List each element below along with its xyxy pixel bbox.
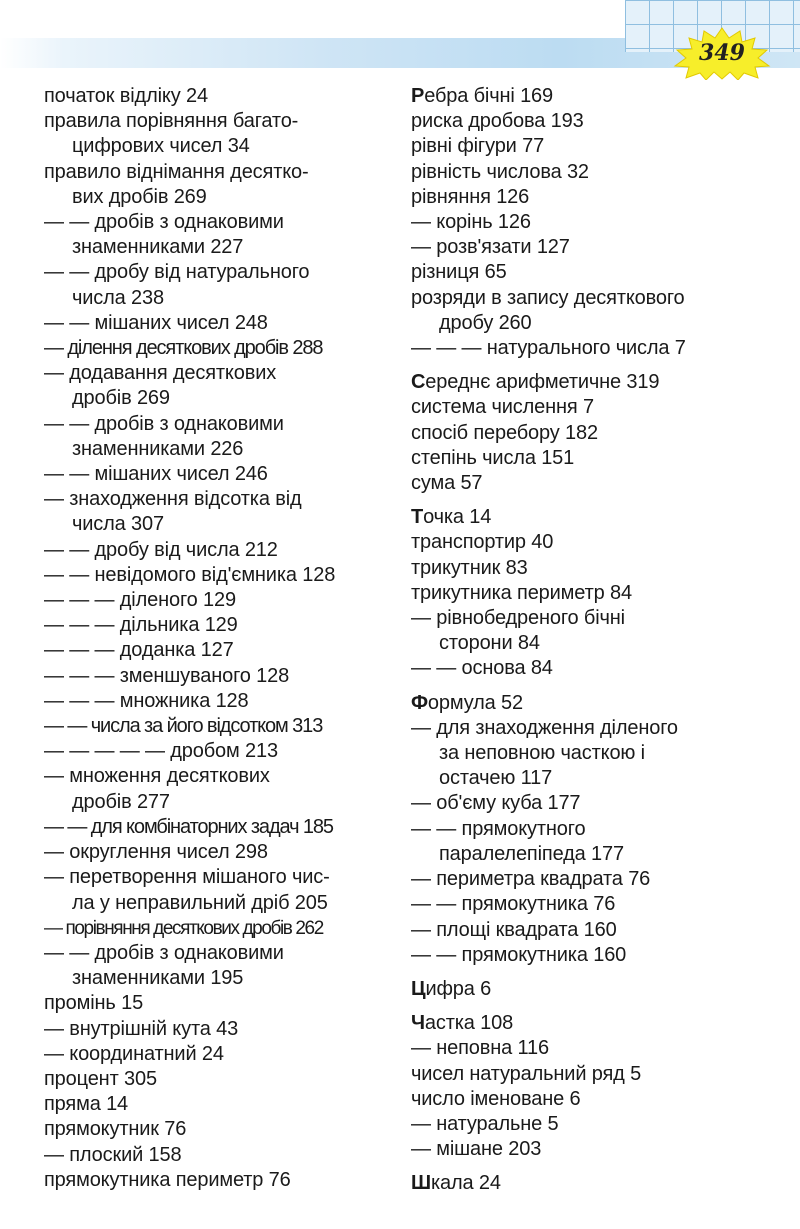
page-number: 349: [699, 40, 745, 66]
index-entry: [411, 505, 791, 530]
index-entry: [44, 638, 394, 663]
index-entry-text: спосіб перебору 182: [411, 421, 598, 444]
index-entry: [411, 691, 791, 716]
index-entry: [44, 941, 394, 966]
index-entry-text: — — дробів з однаковими: [44, 412, 284, 435]
index-entry: [44, 185, 394, 210]
index-entry: [411, 1171, 791, 1196]
section-letter: Ш: [411, 1172, 431, 1195]
index-entry: [411, 631, 791, 656]
section-letter: Т: [411, 506, 424, 529]
index-entry-text: — — — доданка 127: [44, 639, 234, 662]
index-entry-text: система числення 7: [411, 396, 594, 419]
index-entry: [411, 395, 791, 420]
index-entry-text: ла у неправильний дріб 205: [72, 891, 328, 914]
index-entry-text: — — числа за його відсотком 313: [44, 715, 323, 738]
section-letter: С: [411, 371, 426, 394]
index-entry-text: — — дробів з однаковими: [44, 941, 284, 964]
index-entry: [44, 664, 394, 689]
index-entry: [411, 471, 791, 496]
index-entry: [44, 1042, 394, 1067]
index-entry-text: — розв'язати 127: [411, 236, 570, 259]
index-entry: [44, 916, 394, 941]
index-entry: [44, 1067, 394, 1092]
index-entry: [411, 311, 791, 336]
index-entry-text: трикутник 83: [411, 556, 528, 579]
index-entry: [411, 336, 791, 361]
index-entry: [44, 714, 394, 739]
index-entry: [44, 991, 394, 1016]
index-entry-text: — додавання десяткових: [44, 362, 277, 385]
index-entry: [411, 556, 791, 581]
index-entry: [44, 538, 394, 563]
index-entry-text: — — — натурального числа 7: [411, 337, 686, 360]
index-entry-text: — порівняння десяткових дробів 262: [44, 917, 323, 939]
index-entry: [411, 210, 791, 235]
section-letter: Ц: [411, 977, 426, 1000]
index-entry-text: транспортир 40: [411, 531, 554, 554]
index-entry-text: початок відліку 24: [44, 85, 208, 107]
index-entry-text: — — прямокутника 160: [411, 943, 627, 966]
index-entry-text: знаменниками 195: [72, 967, 244, 990]
index-entry: [411, 1137, 791, 1162]
index-entry-text: дробів 269: [72, 387, 170, 410]
index-entry: [44, 790, 394, 815]
index-entry-text: ебра бічні 169: [424, 85, 553, 107]
index-entry: [44, 891, 394, 916]
index-entry-text: — — прямокутника 76: [411, 893, 616, 916]
index-entry: [411, 842, 791, 867]
index-entry: [411, 421, 791, 446]
index-entry-text: прямокутника периметр 76: [44, 1168, 291, 1191]
index-entry-text: остачею 117: [439, 767, 553, 790]
index-entry: [411, 656, 791, 681]
index-entry: [44, 1117, 394, 1142]
index-entry: [44, 361, 394, 386]
index-entry-text: — — — — — дробом 213: [44, 740, 278, 763]
section-gap: [411, 1002, 791, 1011]
index-entry: [44, 739, 394, 764]
index-entry-text: знаменниками 227: [72, 236, 244, 259]
index-entry-text: — — — зменшуваного 128: [44, 664, 290, 687]
index-entry: [44, 84, 394, 109]
index-entry-text: — периметра квадрата 76: [411, 868, 651, 891]
index-entry-text: чисел натуральний ряд 5: [411, 1062, 642, 1085]
index-entry: [411, 817, 791, 842]
index-entry-text: ормула 52: [427, 691, 523, 714]
index-entry-text: вих дробів 269: [72, 185, 207, 208]
index-entry: [411, 260, 791, 285]
index-entry: [411, 716, 791, 741]
index-entry-text: — мішане 203: [411, 1138, 542, 1161]
index-entry: [411, 109, 791, 134]
index-entry: [411, 581, 791, 606]
index-entry: [44, 311, 394, 336]
page-number-badge: [672, 26, 772, 80]
index-entry: [411, 1112, 791, 1137]
index-entry-text: — плоский 158: [44, 1143, 182, 1166]
index-entry: [44, 1017, 394, 1042]
index-entry-text: кала 24: [430, 1172, 501, 1195]
index-entry: [44, 512, 394, 537]
index-entry: [44, 689, 394, 714]
index-entry-text: — — мішаних чисел 248: [44, 311, 268, 334]
index-entry: [44, 437, 394, 462]
index-entry-text: ереднє арифметичне 319: [425, 371, 660, 394]
index-entry-text: пряма 14: [44, 1093, 129, 1116]
section-gap: [411, 682, 791, 691]
index-entry-text: риска дробова 193: [411, 110, 584, 133]
index-entry-text: — — — множника 128: [44, 689, 249, 712]
index-entry: [411, 370, 791, 395]
index-entry: [411, 867, 791, 892]
index-entry: [44, 160, 394, 185]
index-entry-text: сторони 84: [439, 632, 540, 655]
index-entry: [411, 530, 791, 555]
index-entry-text: різниця 65: [411, 261, 507, 284]
section-gap: [411, 361, 791, 370]
index-entry: [411, 892, 791, 917]
section-gap: [411, 968, 791, 977]
index-entry: [44, 109, 394, 134]
index-entry: [44, 1143, 394, 1168]
index-entry: [411, 235, 791, 260]
index-entry: [411, 1062, 791, 1087]
index-entry-text: — — дробів з однаковими: [44, 211, 284, 234]
index-entry-text: — — — діленого 129: [44, 589, 236, 612]
index-entry: [44, 210, 394, 235]
index-entry: [411, 1036, 791, 1061]
index-entry-text: — — мішаних чисел 246: [44, 463, 268, 486]
index-entry-text: — внутрішній кута 43: [44, 1017, 239, 1040]
index-entry-text: — неповна 116: [411, 1037, 549, 1060]
index-entry: [411, 741, 791, 766]
index-entry: [44, 336, 394, 361]
index-entry-text: числа 307: [72, 513, 164, 536]
index-entry-text: — корінь 126: [411, 211, 531, 234]
index-entry: [411, 943, 791, 968]
index-entry-text: дробів 277: [72, 790, 170, 813]
index-entry: [44, 412, 394, 437]
index-entry-text: — множення десяткових: [44, 765, 270, 788]
index-entry: [411, 160, 791, 185]
index-entry-text: рівні фігури 77: [411, 135, 545, 158]
index-entry-text: цифрових чисел 34: [72, 135, 250, 158]
section-gap: [411, 1162, 791, 1171]
index-entry-text: — — невідомого від'ємника 128: [44, 563, 336, 586]
index-entry-text: — — дробу від числа 212: [44, 538, 278, 561]
index-entry: [411, 185, 791, 210]
index-entry-text: розряди в запису десяткового: [411, 286, 685, 309]
index-entry-text: — площі квадрата 160: [411, 918, 617, 941]
index-entry-text: число іменоване 6: [411, 1087, 581, 1110]
index-entry-text: — округлення чисел 298: [44, 841, 268, 864]
index-entry-text: числа 238: [72, 286, 164, 309]
index-entry: [44, 462, 394, 487]
index-entry-text: дробу 260: [439, 311, 532, 334]
index-entry-text: — для знаходження діленого: [411, 716, 678, 739]
index-entry-text: сума 57: [411, 472, 483, 495]
index-entry: [44, 1092, 394, 1117]
index-entry: [411, 977, 791, 1002]
index-entry-text: — натуральне 5: [411, 1112, 559, 1135]
index-entry: [411, 1087, 791, 1112]
index-entry-text: астка 108: [424, 1012, 514, 1035]
index-entry: [44, 563, 394, 588]
index-entry: [44, 966, 394, 991]
index-entry: [44, 815, 394, 840]
index-entry-text: — рівнобедреного бічні: [411, 607, 625, 630]
index-entry: [44, 764, 394, 789]
index-entry-text: правило віднімання десятко-: [44, 160, 309, 183]
index-entry-text: — — дробу від натурального: [44, 261, 310, 284]
index-entry: [411, 84, 791, 109]
index-entry: [411, 1011, 791, 1036]
index-entry: [44, 865, 394, 890]
index-entry-text: рівність числова 32: [411, 160, 589, 183]
index-entry-text: за неповною часткою і: [439, 742, 645, 765]
index-entry: [44, 487, 394, 512]
section-gap: [411, 496, 791, 505]
index-entry-text: очка 14: [423, 506, 492, 529]
index-entry: [411, 791, 791, 816]
index-entry-text: знаменниками 226: [72, 437, 244, 460]
index-entry-text: — координатний 24: [44, 1042, 224, 1065]
index-entry-text: — знаходження відсотка від: [44, 488, 302, 511]
index-entry-text: — перетворення мішаного чис-: [44, 866, 330, 889]
index-entry-text: — об'єму куба 177: [411, 792, 581, 815]
index-entry-text: промінь 15: [44, 992, 144, 1015]
index-column-left: [44, 84, 394, 1193]
index-entry: [44, 286, 394, 311]
index-entry-text: — — основа 84: [411, 657, 553, 680]
index-entry: [411, 446, 791, 471]
index-column-right: [411, 84, 791, 1197]
index-entry: [411, 134, 791, 159]
index-entry: [411, 606, 791, 631]
index-entry-text: — — прямокутного: [411, 817, 586, 840]
index-entry: [44, 1168, 394, 1193]
section-letter: Ч: [411, 1012, 425, 1035]
index-entry-text: паралелепіпеда 177: [439, 842, 624, 865]
index-entry-text: рівняння 126: [411, 185, 530, 208]
index-entry: [44, 260, 394, 285]
index-entry: [411, 766, 791, 791]
index-entry-text: — — — дільника 129: [44, 614, 238, 637]
index-entry: [44, 386, 394, 411]
index-entry: [411, 918, 791, 943]
index-entry-text: — — для комбінаторних задач 185: [44, 815, 333, 838]
index-entry-text: ифра 6: [425, 977, 492, 1000]
index-entry: [44, 134, 394, 159]
index-entry-text: прямокутник 76: [44, 1118, 187, 1141]
index-entry-text: процент 305: [44, 1067, 157, 1090]
index-entry: [44, 840, 394, 865]
index-entry-text: — ділення десяткових дробів 288: [44, 337, 323, 360]
section-letter: Р: [411, 85, 425, 107]
index-entry-text: трикутника периметр 84: [411, 581, 632, 604]
index-entry: [44, 235, 394, 260]
section-letter: Ф: [411, 691, 428, 714]
index-entry: [411, 286, 791, 311]
index-entry: [44, 588, 394, 613]
index-entry-text: степінь числа 151: [411, 446, 575, 469]
index-entry-text: правила порівняння багато-: [44, 110, 299, 133]
index-entry: [44, 613, 394, 638]
